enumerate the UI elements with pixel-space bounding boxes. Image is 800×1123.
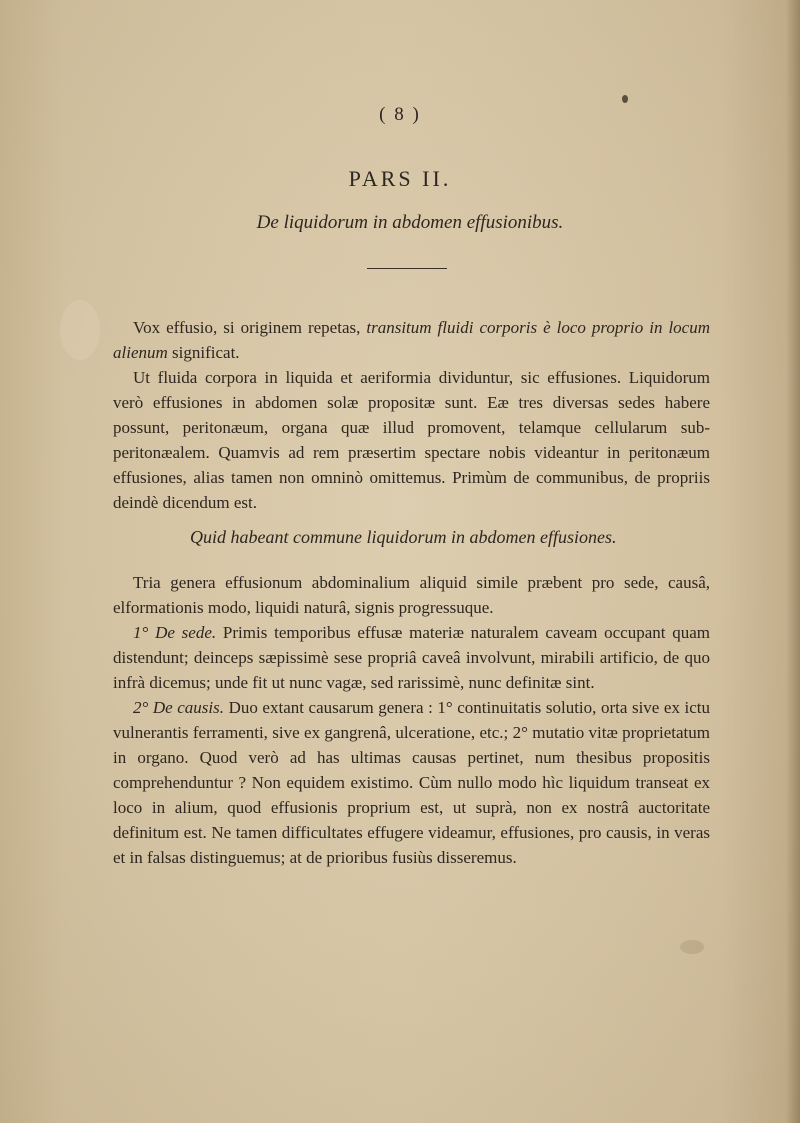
sede-label: 1° De sede. <box>133 623 217 642</box>
common-section <box>113 570 710 870</box>
section-paragraph-causis <box>113 695 710 870</box>
paper-stain <box>680 940 704 954</box>
part-title: PARS II. <box>348 166 452 191</box>
causis-label: 2° De causis. <box>133 698 225 717</box>
paper-stain <box>622 95 628 103</box>
intro-p1-italic: transitum fluidi corporis è loco proprio in locum alienum <box>113 318 711 362</box>
section-paragraph-1: Tria genera effusionum abdominalium aliquid simile præbent pro sede, causâ, elformationis modo, liquidi naturâ, signis progressuque. <box>113 573 710 617</box>
intro-p1-start: Vox effusio, si originem repetas, <box>133 318 367 337</box>
causis-text: Duo extant causarum genera : 1° continuitatis solutio, orta sive ex ictu vulnerantis ferramenti, sive ex gangrenâ, ulceratione, etc.; 2° mutatio vitæ proprietatum in organo. Quod verò ad has ultimas causas pertinet, num thesibus propositis comprehenduntur ? Non equidem existimo. Cùm nullo modo hìc liquidum transeat ex loco in alium, quod effusionis proprium est, ut suprà, non ex nostrâ auctoritate definitum est. Ne tamen difficultates effugere videamur, effusiones, pro causis, in veras et in falsas distinguemus; at de prioribus fusiùs disseremus. <box>113 698 711 867</box>
intro-paragraph-2: Ut fluida corpora in liquida et aeriformia dividuntur, sic effusiones. Liquidorum verò effusiones in abdomen solæ propositæ sunt. Eæ tres diversas sedes habere possunt, peritonæum, organa quæ illud promovent, telamque cellularum sub-peritonæalem. Quamvis ad rem præsertim spectare nobis videantur in peritonæum effusiones, alias tamen non omninò omittemus. Primùm de communibus, de propriis deindè dicendum est. <box>113 368 710 512</box>
section-heading: Quid habeant commune liquidorum in abdomen effusiones. <box>190 527 617 547</box>
page-number: ( 8 ) <box>379 104 421 125</box>
intro-p1-end: significat. <box>167 343 240 362</box>
intro-section <box>113 315 710 515</box>
sede-text: Primis temporibus effusæ materiæ naturalem caveam occupant quam distendunt; deinceps sæpissimè sese propriâ caveâ involvunt, mirabili artificio, de quo infrà dicemus; unde fit ut nunc vagæ, sed rarissimè, nunc definitæ sint. <box>113 623 711 692</box>
intro-paragraph-1 <box>113 315 710 365</box>
title-divider <box>367 268 447 269</box>
section-paragraph-sede <box>113 620 710 695</box>
part-subtitle: De liquidorum in abdomen effusionibus. <box>256 212 564 233</box>
paper-stain <box>60 300 100 360</box>
